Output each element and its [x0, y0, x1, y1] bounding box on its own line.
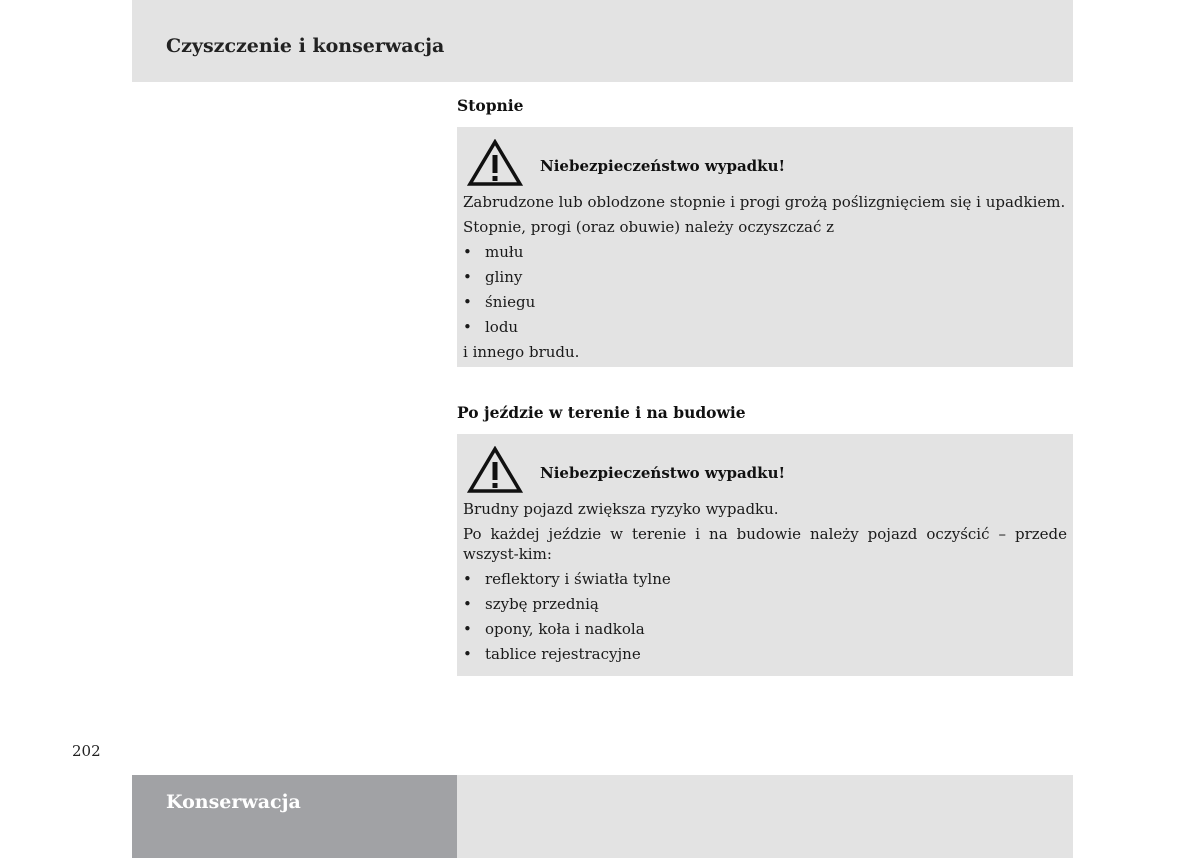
warning-text: Po każdej jeździe w terenie i na budowie należy pojazd oczyścić – przede wszyst-kim: [463, 525, 1067, 563]
list-item: • lodu [463, 318, 519, 336]
section-title-teren: Po jeździe w terenie i na budowie [457, 403, 746, 422]
warning-header [463, 127, 1067, 187]
warning-header [463, 434, 1067, 494]
list-item: • gliny [463, 268, 523, 286]
page-header [132, 0, 1073, 82]
list-item: • śniegu [463, 293, 536, 311]
list-item: • reflektory i światła tylne [463, 570, 671, 588]
warning-triangle-icon [467, 139, 523, 187]
bullet-icon: • [463, 620, 472, 638]
warning-list [463, 564, 1067, 664]
list-item: • szybę przednią [463, 595, 599, 613]
page-title: Czyszczenie i konserwacja [166, 35, 445, 57]
warning-text: Brudny pojazd zwiększa ryzyko wypadku. [463, 500, 779, 518]
section-title-stopnie: Stopnie [457, 96, 524, 115]
bullet-icon: • [463, 293, 472, 311]
warning-title: Niebezpieczeństwo wypadku! [540, 157, 786, 175]
bullet-icon: • [463, 318, 472, 336]
warning-triangle-icon [467, 446, 523, 494]
warning-box-teren [457, 434, 1073, 676]
bullet-icon: • [463, 595, 472, 613]
footer-title: Konserwacja [166, 791, 301, 813]
warning-list [463, 237, 1067, 337]
footer-bar [457, 775, 1073, 858]
bullet-icon: • [463, 570, 472, 588]
list-item: • tablice rejestracyjne [463, 645, 641, 663]
warning-box-stopnie [457, 127, 1073, 367]
warning-text: i innego brudu. [463, 343, 580, 361]
bullet-icon: • [463, 268, 472, 286]
warning-text: Zabrudzone lub oblodzone stopnie i progi grożą poślizgnięciem się i upadkiem. [463, 193, 1066, 211]
warning-text: Stopnie, progi (oraz obuwie) należy oczyszczać z [463, 218, 835, 236]
list-item: • opony, koła i nadkola [463, 620, 645, 638]
bullet-icon: • [463, 645, 472, 663]
footer-tab [132, 775, 457, 858]
page-number: 202 [72, 742, 101, 760]
bullet-icon: • [463, 243, 472, 261]
warning-title: Niebezpieczeństwo wypadku! [540, 464, 786, 482]
list-item: • mułu [463, 243, 524, 261]
